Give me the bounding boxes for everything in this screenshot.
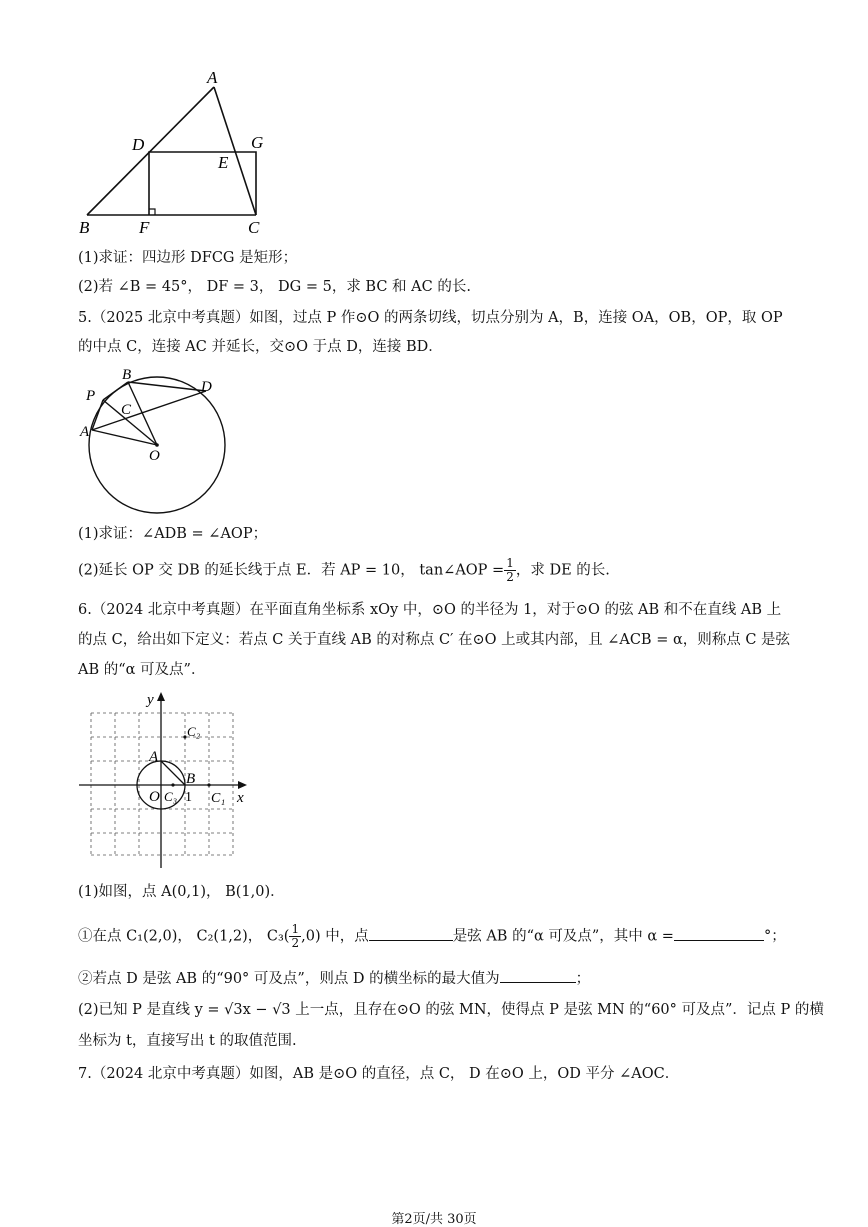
label-x: x [237, 790, 244, 806]
label-D: D [132, 135, 145, 154]
label-y: y [147, 692, 154, 708]
q5-part2 [78, 557, 610, 584]
q5-fraction: $\frac{1}{2}$ [506, 556, 514, 584]
q5-stem-line2: 的中点 C，连接 AC 并延长，交⊙O 于点 D，连接 BD． [78, 339, 443, 355]
q6-stem-line2: 的点 C，给出如下定义：若点 C 关于直线 AB 的对称点 C′ 在⊙O 上或其内部，且 ∠ACB = α，则称点 C 是弦 [78, 632, 791, 648]
label-O2: O [149, 448, 160, 464]
label-F: F [139, 218, 150, 237]
label-one: 1 [185, 790, 192, 805]
label-E: E [218, 153, 229, 172]
label-C2: C [121, 402, 132, 418]
label-B3: B [186, 771, 196, 787]
q5-stem-line1: 5.（2025 北京中考真题）如图，过点 P 作⊙O 的两条切线，切点分别为 A，B，连接 OA，OB，OP，取 OP [78, 310, 783, 326]
answer-blank-max-x[interactable] [500, 968, 576, 983]
label-O3: O [149, 789, 160, 805]
label-C2: C₂ [187, 724, 201, 739]
page-footer: 第2页/共 30页 [391, 1212, 477, 1227]
label-A: A [207, 68, 218, 87]
label-G: G [251, 133, 264, 152]
label-A3: A [149, 749, 159, 765]
label-P: P [86, 388, 96, 404]
q6-part1: (1)如图，点 A(0,1)， B(1,0)． [78, 884, 285, 900]
q5-part2-text-b: ，求 DE 的长. [515, 562, 610, 579]
label-B2: B [122, 367, 132, 383]
q6-part2-line1: (2)已知 P 是直线 y = √3x − √3 上一点，且存在⊙O 的弦 MN，使得点 P 是弦 MN 的“60° 可及点”．记点 P 的横 [78, 1002, 824, 1018]
q5-part2-text-a: (2)延长 OP 交 DB 的延长线于点 E．若 AP = 10， tan∠AOP = [78, 562, 505, 579]
figure-coordinate-grid [75, 688, 255, 870]
q6-fraction: $\frac{1}{2}$ [291, 922, 300, 950]
q4-part1: (1)求证：四边形 DFCG 是矩形； [78, 250, 298, 266]
label-D2: D [201, 379, 212, 395]
label-B: B [79, 218, 90, 237]
q6-part1-q2: ②若点 D 是弦 AB 的“90° 可及点”，则点 D 的横坐标的最大值为 ； [78, 968, 590, 989]
label-A2: A [80, 424, 90, 440]
q6-stem-line3: AB 的“α 可及点”． [78, 662, 206, 678]
answer-blank-alpha[interactable] [674, 926, 764, 941]
label-C3: C₃ [164, 789, 178, 804]
label-C1: C₁ [211, 791, 226, 806]
q7-stem: 7.（2024 北京中考真题）如图，AB 是⊙O 的直径，点 C， D 在⊙O 上，OD 平分 ∠AOC． [78, 1066, 680, 1082]
q6-stem-line1: 6.（2024 北京中考真题）在平面直角坐标系 xOy 中，⊙O 的半径为 1，对于⊙O 的弦 AB 和不在直线 AB 上 [78, 602, 782, 618]
q4-part2: (2)若 ∠B = 45°， DF = 3， DG = 5，求 BC 和 AC 的长. [78, 279, 471, 295]
answer-blank-points[interactable] [369, 926, 453, 941]
figure-circle-tangents [75, 365, 235, 515]
q6-part2-line2: 坐标为 t，直接写出 t 的取值范围. [78, 1033, 297, 1049]
q5-part1: (1)求证：∠ADB = ∠AOP； [78, 526, 268, 542]
q6-part1-q1: ①在点 C₁(2,0)， C₂(1,2)， C₃( $\frac{1}{2}$ ,0) 中，点 是弦 AB 的“α 可及点”，其中 α = °； [78, 922, 786, 950]
figure-triangle-rectangle [75, 65, 275, 240]
label-C: C [248, 218, 260, 237]
